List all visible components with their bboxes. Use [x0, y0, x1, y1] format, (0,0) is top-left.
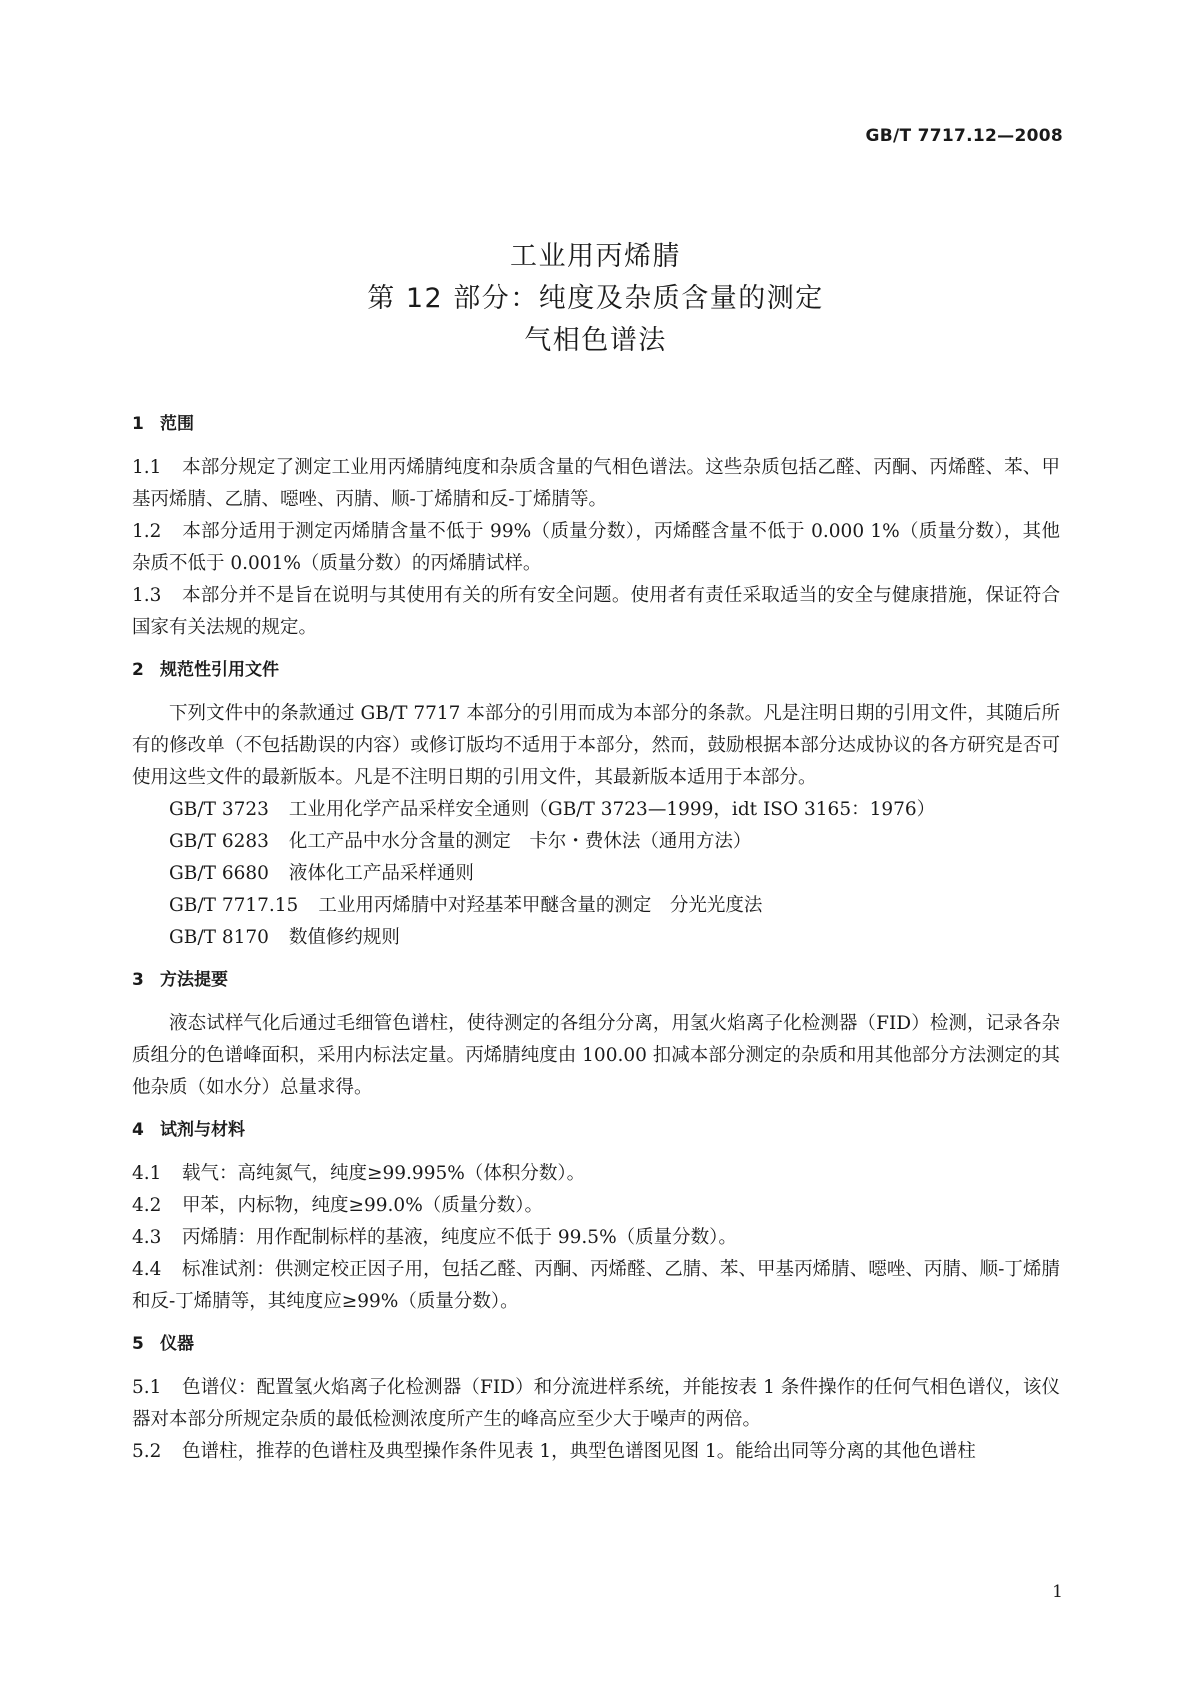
section-number: 3 [132, 970, 144, 990]
clause-text: 甲苯，内标物，纯度≥99.0%（质量分数）。 [182, 1195, 544, 1216]
reference-item [132, 922, 1060, 954]
section-number: 1 [132, 414, 144, 434]
section-title: 仪器 [160, 1334, 194, 1354]
section-title: 范围 [160, 414, 194, 434]
reference-code: GB/T 3723 [169, 799, 269, 820]
title-line-3: 气相色谱法 [524, 325, 667, 356]
clause-number: 5.2 [132, 1441, 162, 1462]
reference-title: 工业用丙烯腈中对羟基苯甲醚含量的测定 分光光度法 [318, 895, 763, 916]
reference-item [132, 826, 1060, 858]
clause-number: 4.4 [132, 1259, 162, 1280]
page-number: 1 [1052, 1582, 1063, 1602]
clause-text: 载气：高纯氮气，纯度≥99.995%（体积分数）。 [182, 1163, 586, 1184]
clause-number: 1.1 [132, 457, 162, 478]
section-4-heading [132, 1116, 1060, 1144]
clause-number: 1.3 [132, 585, 162, 606]
clause-text: 色谱柱，推荐的色谱柱及典型操作条件见表 1，典型色谱图见图 1。能给出同等分离的其他色谱柱 [182, 1441, 976, 1462]
reference-item [132, 794, 1060, 826]
section-2-heading [132, 656, 1060, 684]
title-line-1: 工业用丙烯腈 [510, 241, 681, 272]
section-3-heading [132, 966, 1060, 994]
clause-text: 本部分并不是旨在说明与其使用有关的所有安全问题。使用者有责任采取适当的安全与健康措施，保证符合国家有关法规的规定。 [132, 585, 1060, 638]
clause-text: 丙烯腈：用作配制标样的基液，纯度应不低于 99.5%（质量分数）。 [182, 1227, 737, 1248]
clause-text: 本部分规定了测定工业用丙烯腈纯度和杂质含量的气相色谱法。这些杂质包括乙醛、丙酮、丙烯醛、苯、甲基丙烯腈、乙腈、噁唑、丙腈、顺-丁烯腈和反-丁烯腈等。 [132, 457, 1060, 510]
reference-title: 化工产品中水分含量的测定 卡尔・费休法（通用方法） [288, 831, 752, 852]
clause-number: 4.3 [132, 1227, 162, 1248]
section-title: 方法提要 [160, 970, 228, 990]
reference-code: GB/T 6283 [169, 831, 269, 852]
reference-item [132, 858, 1060, 890]
clause-text: 标准试剂：供测定校正因子用，包括乙醛、丙酮、丙烯醛、乙腈、苯、甲基丙烯腈、噁唑、丙腈、顺-丁烯腈和反-丁烯腈等，其纯度应≥99%（质量分数）。 [132, 1259, 1060, 1312]
clause-text: 本部分适用于测定丙烯腈含量不低于 99%（质量分数），丙烯醛含量不低于 0.000 1%（质量分数），其他杂质不低于 0.001%（质量分数）的丙烯腈试样。 [132, 521, 1060, 574]
document-body [132, 410, 1060, 1468]
clause-text: 色谱仪：配置氢火焰离子化检测器（FID）和分流进样系统，并能按表 1 条件操作的任何气相色谱仪，该仪器对本部分所规定杂质的最低检测浓度所产生的峰高应至少大于噪声的两倍。 [132, 1377, 1060, 1430]
section-title: 试剂与材料 [160, 1120, 245, 1140]
standard-code: GB/T 7717.12—2008 [865, 126, 1063, 146]
section-3-text: 液态试样气化后通过毛细管色谱柱，使待测定的各组分分离，用氢火焰离子化检测器（FID）检测，记录各杂质组分的色谱峰面积，采用内标法定量。丙烯腈纯度由 100.00 扣减本部分测定的杂质和用其他部分方法测定的其他杂质（如水分）总量求得。 [132, 1013, 1060, 1098]
section-2-intro: 下列文件中的条款通过 GB/T 7717 本部分的引用而成为本部分的条款。凡是注明日期的引用文件，其随后所有的修改单（不包括勘误的内容）或修订版均不适用于本部分，然而，鼓励根据本部分达成协议的各方研究是否可使用这些文件的最新版本。凡是不注明日期的引用文件，其最新版本适用于本部分。 [132, 703, 1060, 788]
clause-4-3 [132, 1222, 1060, 1254]
clause-5-2 [132, 1436, 1060, 1468]
clause-number: 5.1 [132, 1377, 162, 1398]
clause-1-3 [132, 580, 1060, 644]
reference-code: GB/T 7717.15 [169, 895, 299, 916]
section-number: 4 [132, 1120, 144, 1140]
clause-1-1 [132, 452, 1060, 516]
reference-code: GB/T 6680 [169, 863, 269, 884]
clause-4-4 [132, 1254, 1060, 1318]
reference-title: 工业用化学产品采样安全通则（GB/T 3723—1999，idt ISO 3165：1976） [288, 799, 936, 820]
reference-title: 液体化工产品采样通则 [288, 863, 474, 884]
clause-number: 4.2 [132, 1195, 162, 1216]
reference-code: GB/T 8170 [169, 927, 269, 948]
section-number: 2 [132, 660, 144, 680]
reference-title: 数值修约规则 [288, 927, 400, 948]
clause-5-1 [132, 1372, 1060, 1436]
clause-number: 4.1 [132, 1163, 162, 1184]
clause-4-1 [132, 1158, 1060, 1190]
section-1-heading [132, 410, 1060, 438]
section-number: 5 [132, 1334, 144, 1354]
clause-1-2 [132, 516, 1060, 580]
title-line-2: 第 12 部分：纯度及杂质含量的测定 [367, 283, 824, 314]
reference-item [132, 890, 1060, 922]
section-5-heading [132, 1330, 1060, 1358]
clause-number: 1.2 [132, 521, 162, 542]
clause-4-2 [132, 1190, 1060, 1222]
section-title: 规范性引用文件 [160, 660, 279, 680]
